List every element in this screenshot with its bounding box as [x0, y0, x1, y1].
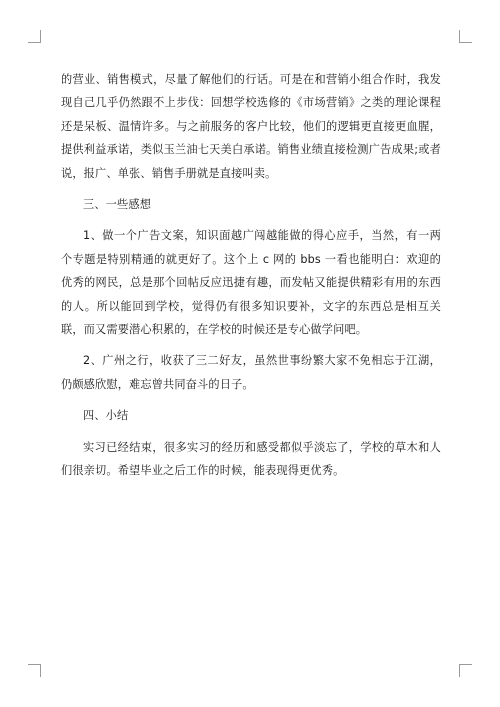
paragraph-reflection-2: 2、广州之行，收获了三二好友，虽然世事纷繁大家不免相忘于江湖，仍颇感欣慰，难忘曾共同奋斗的日子。: [61, 354, 441, 391]
paragraph-reflection-1: 1、做一个广告文案，知识面越广闯越能做的得心应手，当然，有一两个专题是特别精通的就更好了。这个上 c 网的 bbs 一看也能明白：欢迎的优秀的网民，总是那个回帖反应迅捷有趣，而发帖又能提供精彩有用的东西的人。所以能回到学校，觉得仍有很多知识要补，文字的东西总是相互关联，而又需要潜心积累的，在学校的时候还是专心做学问吧。: [61, 229, 441, 337]
section-heading-summary: 四、小结: [83, 409, 129, 423]
crop-mark-bottom-right: [459, 664, 472, 677]
paragraph-summary: 实习已经结束，很多实习的经历和感受都似乎淡忘了，学校的草木和人们很亲切。希望毕业之后工作的时候，能表现得更优秀。: [61, 440, 441, 478]
crop-mark-bottom-left: [28, 664, 41, 677]
paragraph-marketing: 的营业、销售模式，尽量了解他们的行话。可是在和营销小组合作时，我发现自己几乎仍然跟不上步伐：回想学校选修的《市场营销》之类的理论课程还是呆板、温情许多。与之前服务的客户比较，他们的逻辑更直接更血腥，提供利益承诺，类似玉兰油七天美白承诺。销售业绩直接检测广告成果;或者说，报广、单张、销售手册就是直接叫卖。: [61, 73, 441, 180]
crop-mark-top-right: [459, 30, 472, 43]
document-body: [61, 68, 441, 483]
crop-mark-top-left: [28, 30, 41, 43]
section-heading-reflections: 三、一些感想: [83, 198, 152, 212]
